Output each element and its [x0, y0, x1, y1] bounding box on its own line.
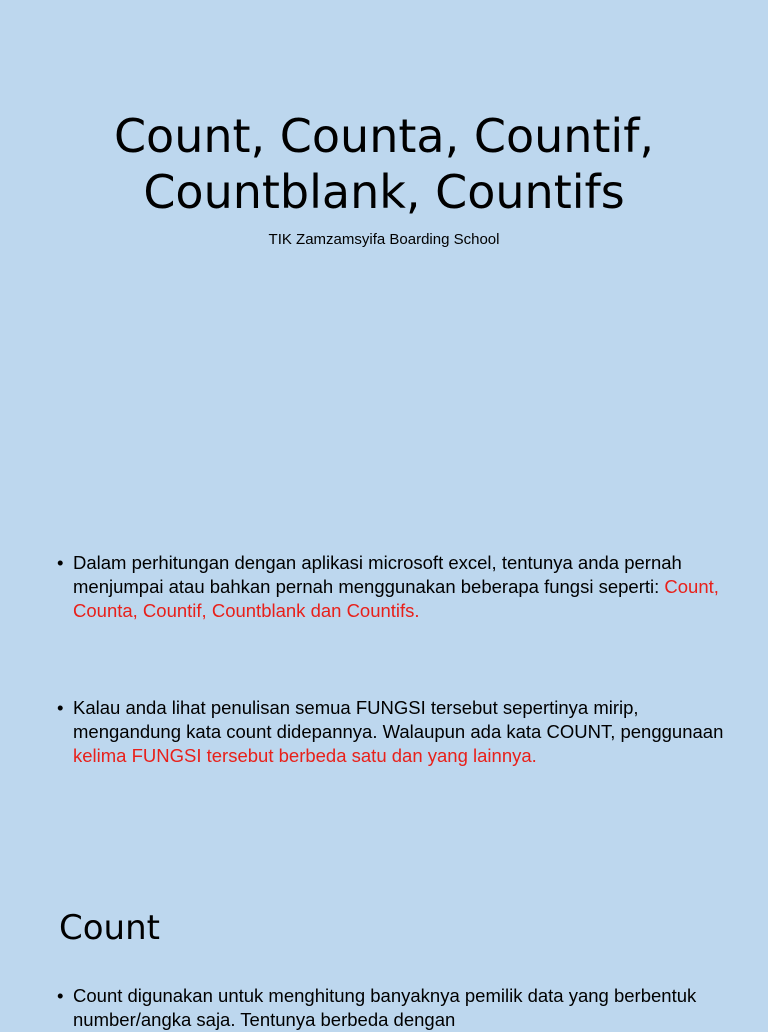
bullet-item [57, 984, 737, 1032]
section-title: Count [59, 908, 160, 948]
bullet-highlight: kelima FUNGSI tersebut berbeda satu dan yang lainnya. [73, 745, 537, 766]
bullet-item [57, 696, 737, 768]
bullet-text: Count digunakan untuk menghitung banyaknya pemilik data yang berbentuk number/angka saja. Tentunya berbeda dengan [73, 985, 697, 1030]
slide-title-line-2: Countblank, Countifs [143, 165, 625, 219]
bullet-text: Dalam perhitungan dengan aplikasi microsoft excel, tentunya anda pernah menjumpai atau bahkan pernah menggunakan beberapa fungsi seperti: [73, 552, 682, 597]
bullet-item [57, 551, 737, 623]
slide-title-line-1: Count, Counta, Countif, [113, 109, 655, 163]
slide-subtitle: TIK Zamzamsyifa Boarding School [268, 231, 500, 248]
slide-title [40, 108, 728, 220]
bullet-text: Kalau anda lihat penulisan semua FUNGSI tersebut sepertinya mirip, mengandung kata count didepannya. Walaupun ada kata COUNT, penggunaan [73, 697, 724, 742]
bullet-highlight: Count, Counta, Countif, Countblank dan Countifs. [73, 576, 719, 621]
